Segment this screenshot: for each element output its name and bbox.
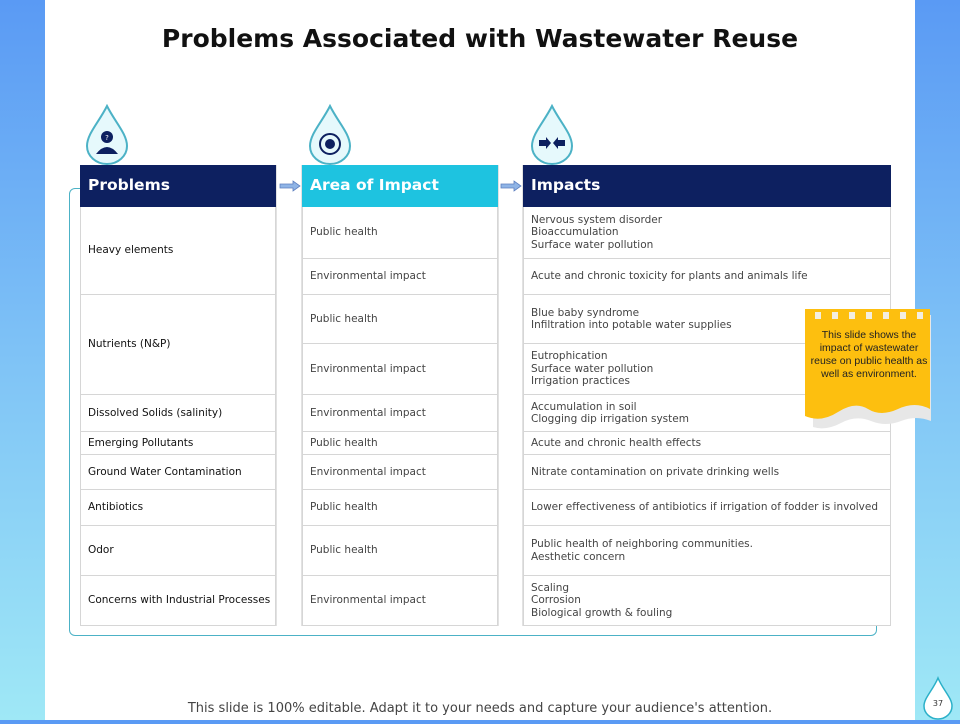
impacts-cell <box>523 455 891 490</box>
area-cell <box>302 490 498 526</box>
area-cell <box>302 576 498 626</box>
problem-text: Nutrients (N&P) <box>88 338 171 351</box>
impacts-cell <box>523 207 891 259</box>
problem-cell <box>80 455 276 490</box>
impact-text: Eutrophication <box>531 350 608 363</box>
area-cell <box>302 432 498 455</box>
area-target-drop-icon <box>308 104 352 166</box>
problem-text: Antibiotics <box>88 501 144 514</box>
arrow-right-icon <box>279 180 301 192</box>
impact-text: Biological growth & fouling <box>531 606 673 619</box>
column-gap <box>276 165 302 626</box>
problem-text: Concerns with Industrial Processes <box>88 594 271 607</box>
impact-text: Aesthetic concern <box>531 550 626 563</box>
area-cell <box>302 344 498 395</box>
arrow-right-icon <box>500 180 522 192</box>
note-text: This slide shows the impact of wastewater reuse on public health as well as environment. <box>810 329 928 380</box>
area-text: Public health <box>310 501 378 514</box>
drop-icon <box>922 676 954 720</box>
area-cell <box>302 259 498 295</box>
impact-text: Clogging dip irrigation system <box>531 413 689 425</box>
problem-cell <box>80 490 276 526</box>
problem-person-drop-icon <box>85 104 129 166</box>
impact-text: Surface water pollution <box>531 238 654 251</box>
impact-text: Irrigation practices <box>531 375 630 388</box>
page-title: Problems Associated with Wastewater Reuse <box>161 24 799 53</box>
problem-cell <box>80 432 276 455</box>
impact-text: Accumulation in soil <box>531 400 637 413</box>
impact-text: Nervous system disorder <box>531 213 663 226</box>
impact-text: Blue baby syndrome <box>531 306 640 319</box>
area-cell <box>302 207 498 259</box>
impact-text: Bioaccumulation <box>531 226 619 239</box>
problem-cell <box>80 576 276 626</box>
area-text: Public health <box>310 544 378 557</box>
area-cell <box>302 295 498 344</box>
area-text: Public health <box>310 226 378 239</box>
area-header: Area of Impact <box>302 165 498 207</box>
impact-text: Infiltration into potable water supplies <box>531 319 732 331</box>
impacts-cell <box>523 576 891 626</box>
impact-text: Scaling <box>531 581 570 594</box>
area-text: Environmental impact <box>310 362 426 375</box>
area-cell <box>302 526 498 576</box>
impact-text: Lower effectiveness of antibiotics if irrigation of fodder is involved <box>531 501 879 514</box>
area-text: Environmental impact <box>310 270 426 283</box>
area-text: Environmental impact <box>310 406 426 419</box>
impact-text: Corrosion <box>531 594 581 607</box>
problem-text: Emerging Pollutants <box>88 436 194 449</box>
problem-text: Odor <box>88 544 114 557</box>
area-column <box>302 165 498 626</box>
impacts-cell <box>523 432 891 455</box>
impacts-cell <box>523 259 891 295</box>
svg-text:?: ? <box>105 134 109 142</box>
impact-text: Public health of neighboring communities. <box>531 538 753 550</box>
area-cell <box>302 395 498 432</box>
column-gap <box>498 165 523 626</box>
problem-cell <box>80 395 276 432</box>
problem-text: Heavy elements <box>88 244 174 257</box>
area-cell <box>302 455 498 490</box>
area-text: Public health <box>310 312 378 325</box>
area-text: Environmental impact <box>310 594 426 607</box>
footer-text: This slide is 100% editable. Adapt it to your needs and capture your audience's attention. <box>187 701 773 716</box>
area-text: Public health <box>310 436 378 449</box>
problem-cell <box>80 526 276 576</box>
impacts-header: Impacts <box>523 165 891 207</box>
problem-cell <box>80 295 276 395</box>
page-number-text: 37 <box>932 699 944 708</box>
problem-cell <box>80 207 276 295</box>
impact-text: Acute and chronic toxicity for plants and animals life <box>531 270 808 283</box>
problems-column <box>80 165 276 626</box>
impact-text: Surface water pollution <box>531 362 654 375</box>
impact-text: Acute and chronic health effects <box>531 436 702 449</box>
problem-text: Ground Water Contamination <box>88 465 242 478</box>
impacts-cell <box>523 526 891 576</box>
impacts-cell <box>523 490 891 526</box>
problem-text: Dissolved Solids (salinity) <box>88 406 223 419</box>
impact-text: Nitrate contamination on private drinking wells <box>531 465 780 478</box>
impact-arrows-drop-icon <box>530 104 574 166</box>
area-text: Environmental impact <box>310 465 426 478</box>
problems-header: Problems <box>80 165 276 207</box>
page-number <box>922 676 954 720</box>
